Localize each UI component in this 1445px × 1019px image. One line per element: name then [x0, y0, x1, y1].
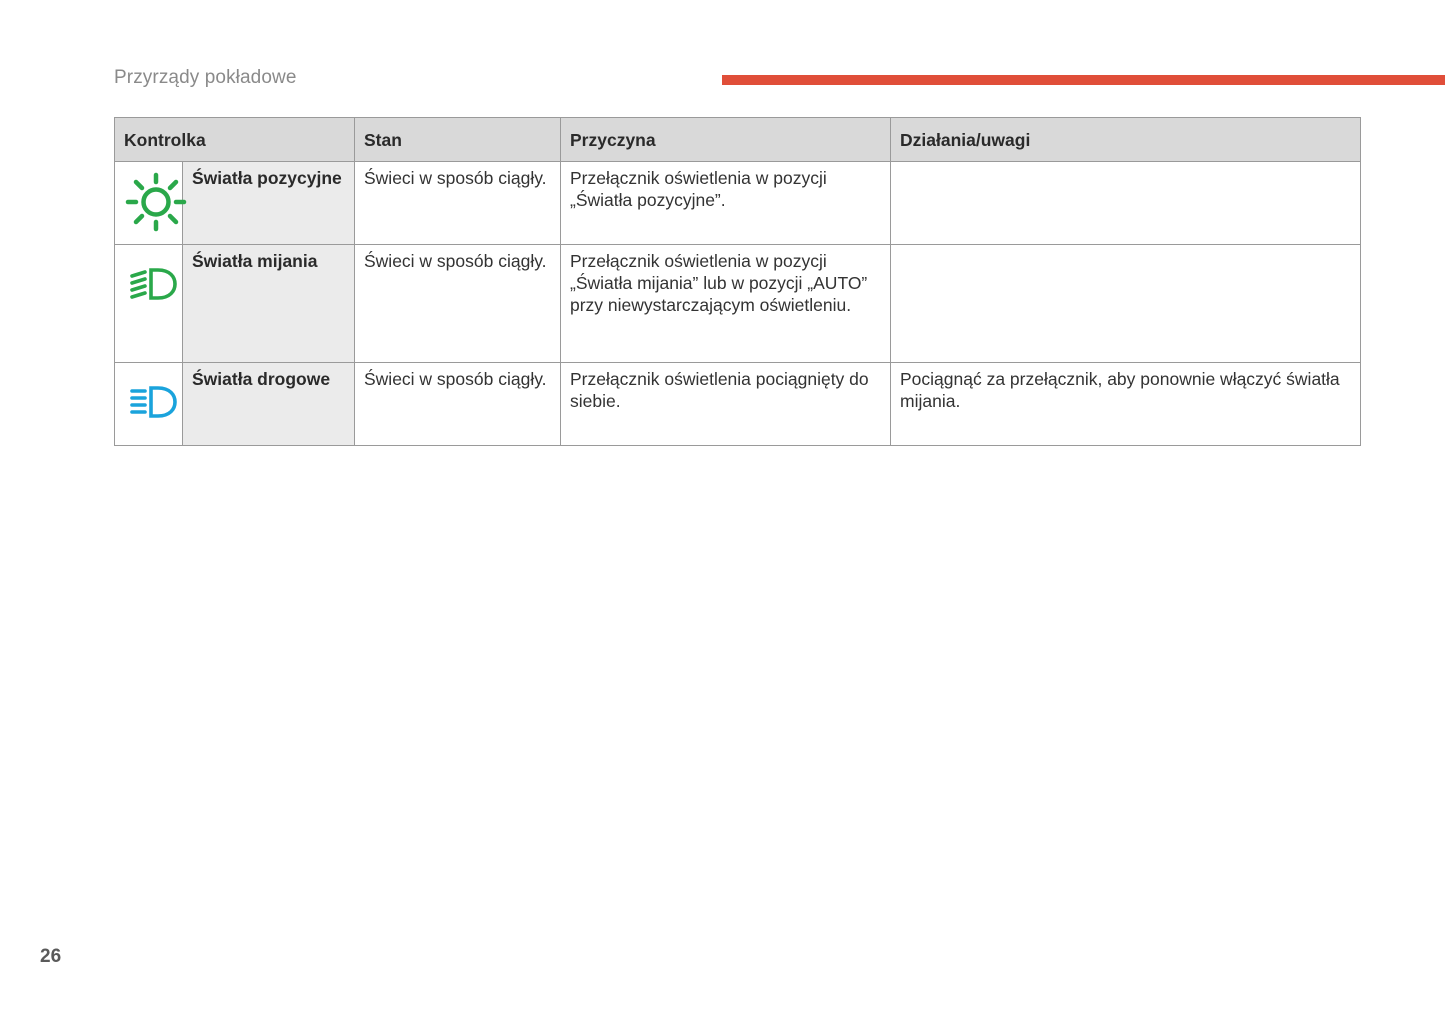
indicator-cause: Przełącznik oświetlenia w pozycji „Światła mijania” lub w pozycji „AUTO” przy niewystarczającym oświetleniu.	[561, 245, 891, 363]
indicator-action	[891, 245, 1361, 363]
dipped-beam-icon	[124, 264, 180, 304]
indicator-name: Światła drogowe	[183, 363, 355, 446]
indicator-cause: Przełącznik oświetlenia pociągnięty do siebie.	[561, 363, 891, 446]
column-header-dzialania: Działania/uwagi	[891, 118, 1361, 162]
header-accent-bar	[722, 75, 1445, 85]
indicator-cause: Przełącznik oświetlenia w pozycji „Światła pozycyjne”.	[561, 162, 891, 245]
column-header-kontrolka: Kontrolka	[115, 118, 355, 162]
section-title: Przyrządy pokładowe	[114, 67, 297, 88]
indicator-action: Pociągnąć za przełącznik, aby ponownie włączyć światła mijania.	[891, 363, 1361, 446]
indicator-name: Światła pozycyjne	[183, 162, 355, 245]
column-header-stan: Stan	[355, 118, 561, 162]
indicator-icon-cell	[115, 245, 183, 363]
table-row	[115, 162, 1361, 245]
indicator-state: Świeci w sposób ciągły.	[355, 363, 561, 446]
indicator-icon-cell	[115, 162, 183, 245]
table-row	[115, 363, 1361, 446]
main-beam-icon	[124, 382, 180, 422]
table-row	[115, 245, 1361, 363]
indicator-icon-cell	[115, 363, 183, 446]
indicator-state: Świeci w sposób ciągły.	[355, 245, 561, 363]
warning-lights-table	[114, 117, 1361, 446]
indicator-name: Światła mijania	[183, 245, 355, 363]
column-header-przyczyna: Przyczyna	[561, 118, 891, 162]
page-number: 26	[40, 946, 62, 967]
table-header-row	[115, 118, 1361, 162]
indicator-state: Świeci w sposób ciągły.	[355, 162, 561, 245]
indicator-action	[891, 162, 1361, 245]
position-lights-icon	[124, 171, 188, 235]
